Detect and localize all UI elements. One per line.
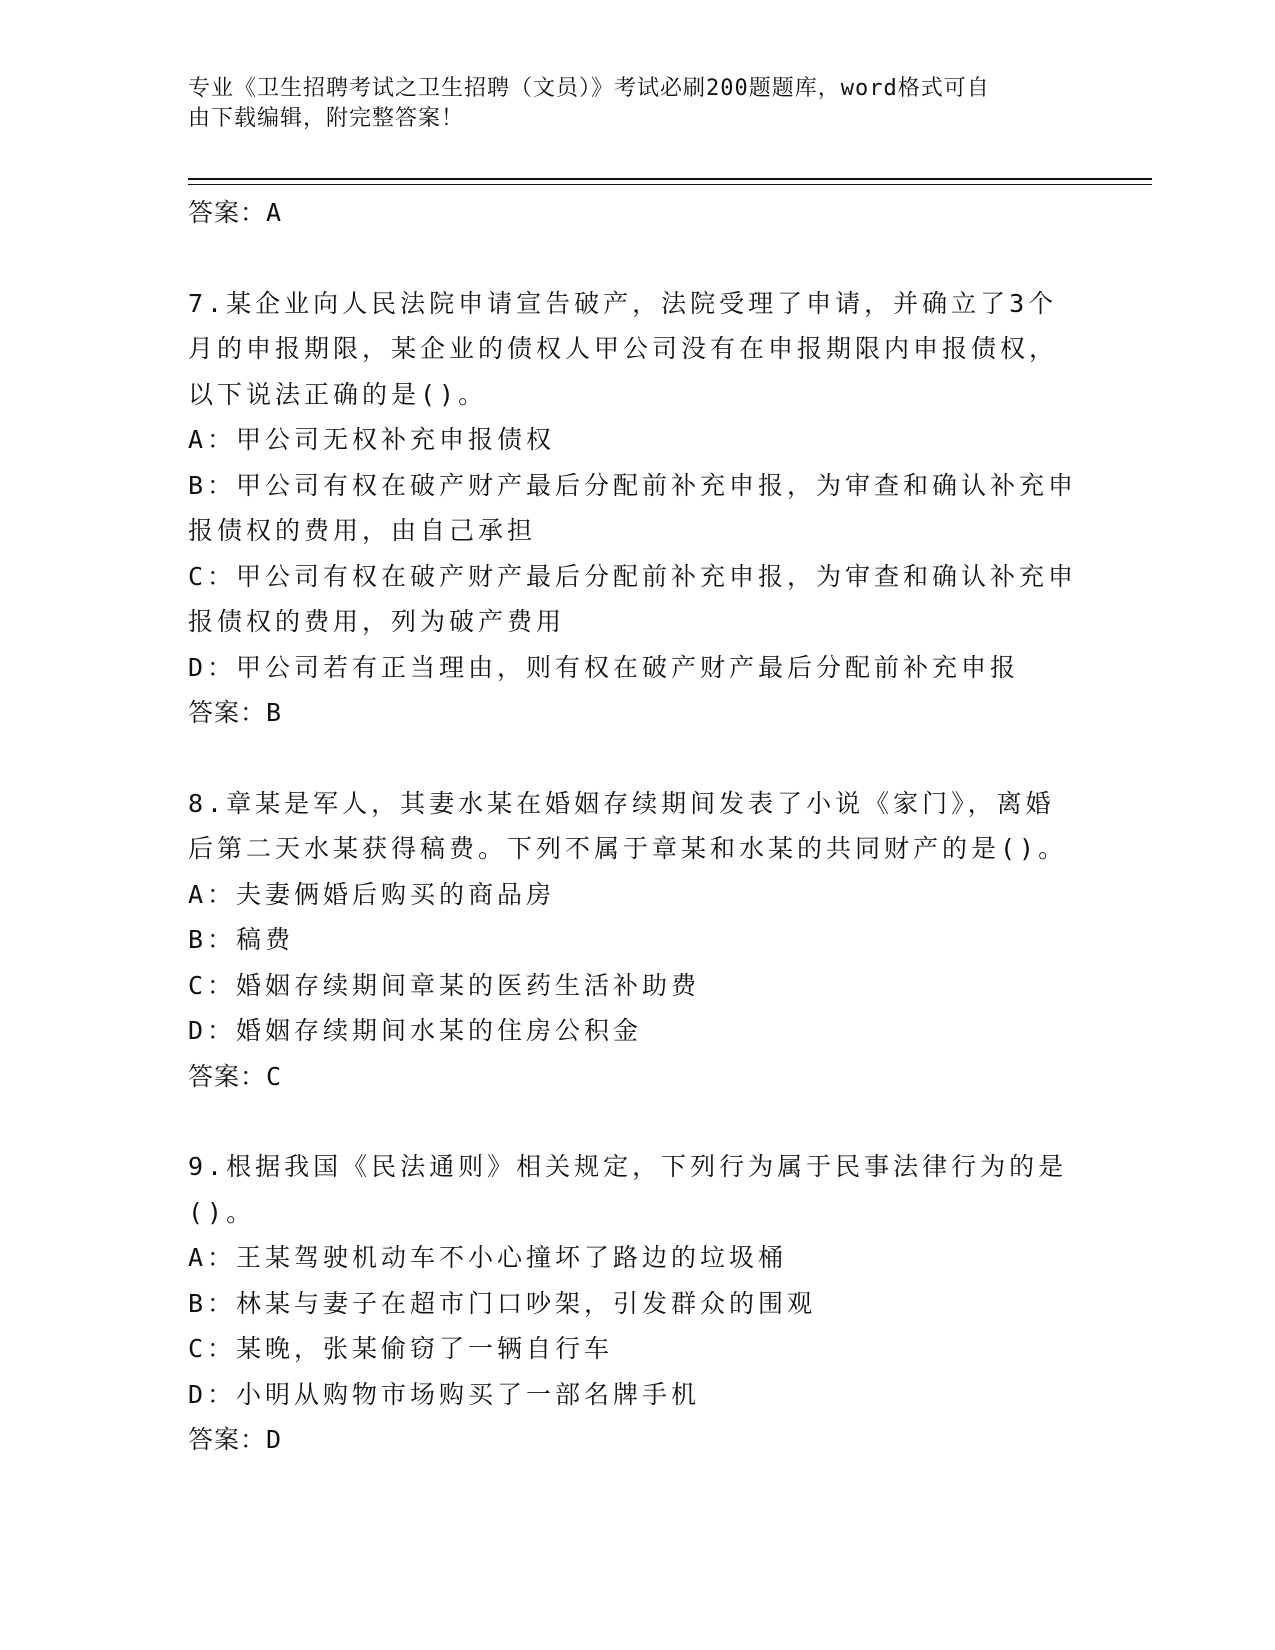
spacer: [188, 736, 1088, 781]
option-a: A：王某驾驶机动车不小心撞坏了路边的垃圾桶: [188, 1243, 788, 1272]
option-b: B：甲公司有权在破产财产最后分配前补充申报，为审查和确认补充申: [188, 470, 1078, 500]
question-stem-line: 9.根据我国《民法通则》相关规定，下列行为属于民事法律行为的是: [188, 1152, 1068, 1181]
question-stem-line: 月的申报期限，某企业的债权人甲公司没有在申报期限内申报债权，: [188, 334, 1059, 363]
header-line-2: 由下载编辑，附完整答案！: [188, 106, 465, 131]
option-c: C：甲公司有权在破产财产最后分配前补充申报，为审查和确认补充申: [188, 561, 1078, 591]
question-stem-line: 8.章某是军人，其妻水某在婚姻存续期间发表了小说《家门》，离婚: [188, 788, 1055, 818]
option-c-continued: 报债权的费用，列为破产费用: [188, 607, 566, 636]
option-c: C：婚姻存续期间章某的医药生活补助费: [188, 970, 701, 1000]
option-d: D：甲公司若有正当理由，则有权在破产财产最后分配前补充申报: [188, 652, 1020, 682]
option-d: D：婚姻存续期间水某的住房公积金: [188, 1016, 643, 1045]
question-stem-line: ()。: [188, 1197, 256, 1227]
question-8: [188, 781, 1088, 1100]
question-7: [188, 281, 1088, 736]
answer-label: 答案：C: [188, 1061, 283, 1091]
previous-answer: 答案：A: [188, 198, 283, 227]
option-c: C：某晚，张某偷窃了一辆自行车: [188, 1334, 614, 1363]
header-rule-thin: [188, 184, 1152, 185]
answer-label: 答案：B: [188, 698, 283, 727]
option-a: A：夫妻俩婚后购买的商品房: [188, 879, 556, 909]
option-d: D：小明从购物市场购买了一部名牌手机: [188, 1379, 701, 1409]
header-line-1: 专业《卫生招聘考试之卫生招聘（文员）》考试必刷200题题库，word格式可自: [188, 76, 990, 101]
question-list: [188, 190, 1088, 1463]
option-b: B：林某与妻子在超市门口吵架，引发群众的围观: [188, 1288, 817, 1318]
spacer: [188, 236, 1088, 281]
header-rule-thick: [188, 178, 1152, 180]
question-stem-line: 以下说法正确的是()。: [188, 379, 488, 409]
question-9: [188, 1144, 1088, 1463]
question-stem-line: 后第二天水某获得稿费。下列不属于章某和水某的共同财产的是()。: [188, 834, 1068, 863]
question-stem-line: 7.某企业向人民法院申请宣告破产，法院受理了申请，并确立了3个: [188, 288, 1058, 318]
document-header: [188, 74, 1068, 134]
option-a: A：甲公司无权补充申报债权: [188, 425, 556, 454]
spacer: [188, 1099, 1088, 1144]
answer-label: 答案：D: [188, 1425, 283, 1454]
option-b: B：稿费: [188, 925, 295, 954]
option-b-continued: 报债权的费用，由自己承担: [188, 516, 537, 545]
